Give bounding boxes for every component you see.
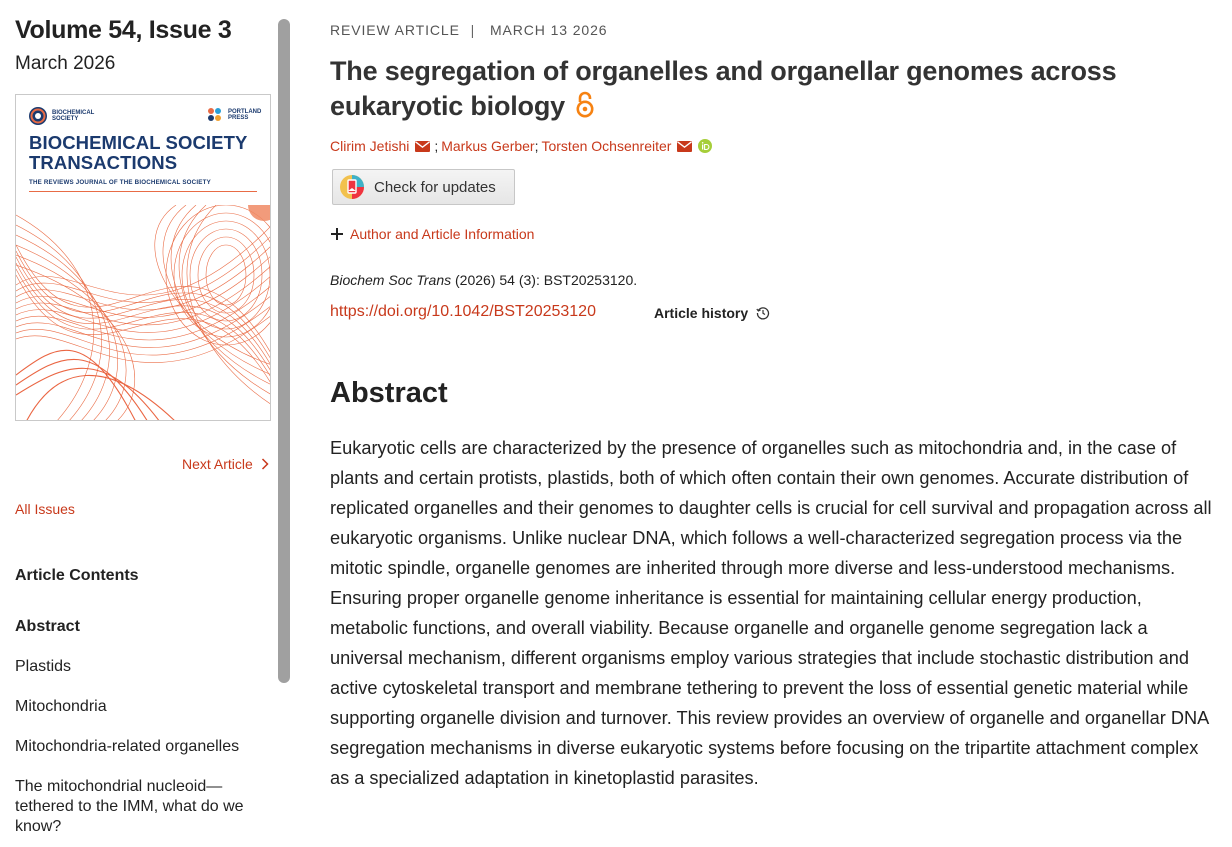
abstract-text: Eukaryotic cells are characterized by the presence of organelles such as mitochondria and, in the case of plants and certain protists, plastids, both of which often contain their own genomes. Accurate distribution of replicated organelles and their genomes to daughter cells is crucial for cell survival and propagation across all eukaryotic organisms. Unlike nuclear DNA, which follows a well-characterized segregation process via the mitotic spindle, organelle genomes are inherited through more diverse and less-understood mechanisms. Ensuring proper organelle genome inheritance is essential for maintaining cellular energy production, metabolic functions, and overall viability. Because organelle and organelle genome segregation lack a universal mechanism, different organisms employ various strategies that include stochastic distribution and active cytoskeletal transport and membrane tethering to prevent the loss of essential genetic material while supporting organelle division and turnover. This review provides an overview of organelle and organellar DNA segregation mechanisms in diverse eukaryotic systems before focusing on the tripartite attachment complex as a specialized adaptation in kinetoplastid parasites. [330,438,1212,788]
author-information-toggle[interactable] [330,226,534,242]
history-clock-icon [756,306,770,320]
all-issues-link[interactable]: All Issues [15,501,75,517]
next-article-label: Next Article [182,456,253,472]
cover-publisher-left: BIOCHEMICAL SOCIETY [52,110,95,122]
article-date: MARCH 13 2026 [489,22,608,38]
author-information-label: Author and Article Information [350,226,535,242]
orcid-icon[interactable] [698,139,712,153]
abstract-heading: Abstract [330,377,448,409]
journal-cover-image[interactable] [15,94,271,421]
author-link[interactable]: Torsten Ochsenreiter [541,138,672,154]
cover-divider [29,191,257,192]
author-separator: ; [534,138,539,154]
plus-icon [330,227,344,241]
check-for-updates-label: Check for updates [374,178,496,196]
toc-item-plastids[interactable]: Plastids [15,658,72,675]
author-separator: ; [434,138,439,154]
meta-separator: | [470,22,476,38]
article-title-text: The segregation of organelles and organellar genomes across eukaryotic biology [330,56,1117,121]
cover-publisher-right: PORTLAND PRESS [228,109,262,121]
article-contents-heading: Article Contents [15,567,139,584]
article-type: REVIEW ARTICLE [330,22,460,38]
author-link[interactable]: Clirim Jetishi [330,138,410,154]
biochemical-society-emblem-icon [28,106,48,126]
cover-journal-title [29,133,247,173]
check-for-updates-button[interactable] [332,169,515,205]
crossmark-icon [339,174,365,200]
volume-title[interactable]: Volume 54, Issue 3 [15,16,232,44]
article-history-button[interactable] [654,305,770,321]
article-main [330,0,1220,847]
issue-sidebar [0,0,290,847]
issue-date: March 2026 [15,53,116,74]
article-history-label: Article history [654,305,749,321]
article-title [330,54,1210,124]
next-article-link[interactable] [182,456,269,472]
mail-icon[interactable] [677,141,692,152]
open-access-lock-icon [576,91,594,118]
cover-title-line-2: TRANSACTIONS [29,152,178,173]
doi-link[interactable]: https://doi.org/10.1042/BST20253120 [330,303,596,320]
chevron-right-icon [261,458,269,470]
sidebar-scrollbar-thumb[interactable] [278,19,290,683]
cover-journal-subtitle: THE REVIEWS JOURNAL OF THE BIOCHEMICAL SOCIETY [29,179,211,186]
citation-journal: Biochem Soc Trans [330,272,452,288]
toc-item-mitochondria[interactable]: Mitochondria [15,698,107,715]
cover-artwork [16,205,271,421]
toc-item-abstract[interactable]: Abstract [15,618,80,635]
author-link[interactable]: Markus Gerber [441,138,535,154]
cover-title-line-1: BIOCHEMICAL SOCIETY [29,132,248,153]
toc-item-mitochondria-related-organelles[interactable]: Mitochondria-related organelles [15,738,240,755]
mail-icon[interactable] [415,141,430,152]
citation [330,272,637,288]
author-list [330,138,712,154]
article-meta-line [330,22,608,38]
biochemical-society-logo [28,106,95,126]
citation-details: (2026) 54 (3): BST20253120. [451,272,638,288]
toc-item-mitochondrial-nucleoid[interactable]: The mitochondrial nucleoid—tethered to the IMM, what do we know? [15,778,244,835]
portland-press-logo [206,106,262,124]
portland-press-emblem-icon [206,106,224,124]
cover-header [16,95,270,207]
